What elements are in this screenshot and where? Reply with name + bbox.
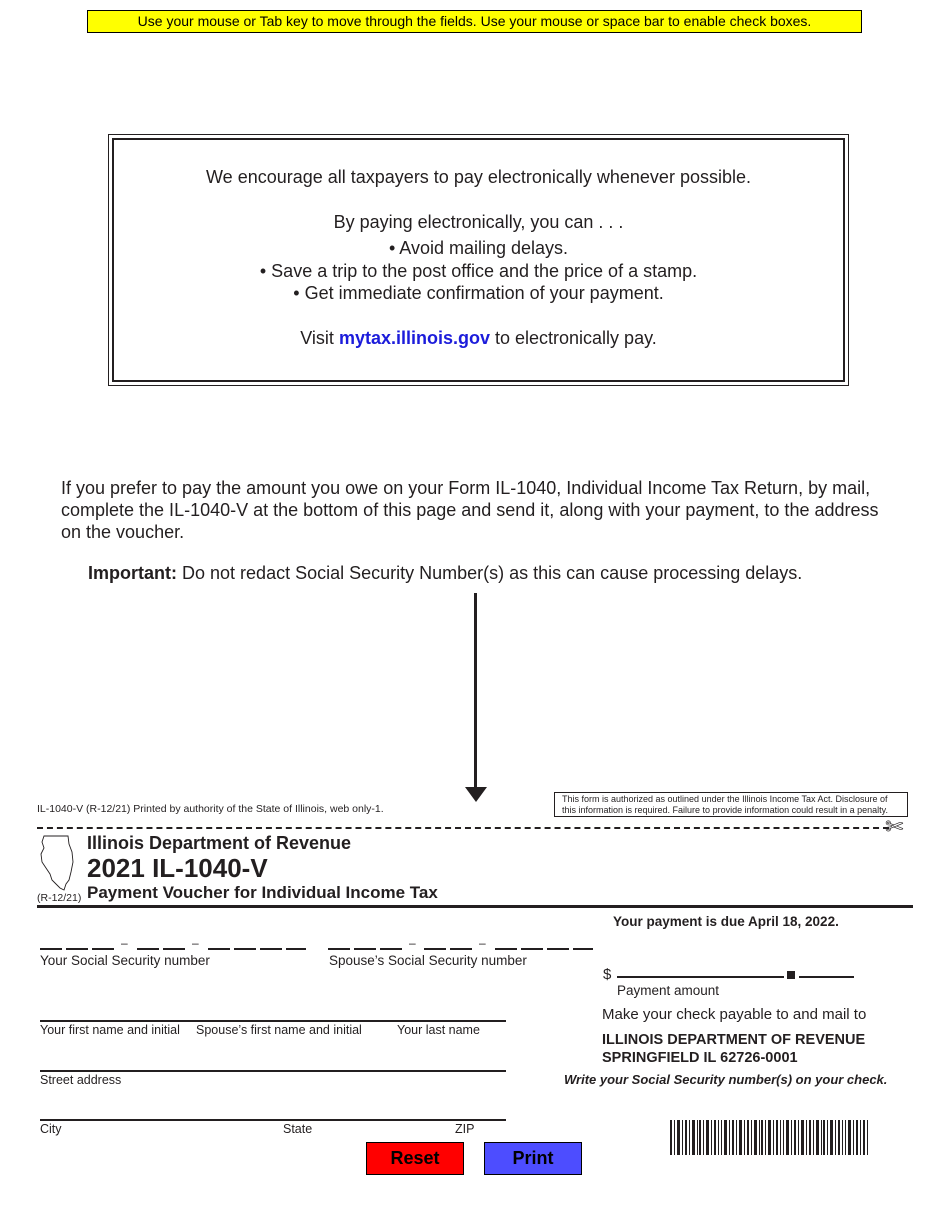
print-button[interactable]: Print [484,1142,582,1175]
department-name: Illinois Department of Revenue [87,833,352,853]
cut-line [37,827,889,829]
ssn-digit-line [286,948,306,950]
ssn-digit-line [260,948,282,950]
important-label: Important: [88,563,177,583]
your-ssn-label: Your Social Security number [40,953,210,968]
ssn-digit-line [137,948,159,950]
voucher-title: Payment Voucher for Individual Income Tax [87,883,438,902]
mytax-link[interactable]: mytax.illinois.gov [338,328,490,348]
state-label: State [283,1122,313,1136]
last-name-label: Your last name [397,1023,480,1037]
visit-suffix: to electronically pay. [495,328,657,348]
scissors-icon: ✄ [885,814,904,839]
visit-prefix: Visit [300,328,334,348]
mail-address-line2: SPRINGFIELD IL 62726-0001 [602,1050,798,1066]
ssn-digit-line [328,948,350,950]
spouse-first-name-label: Spouse’s first name and initial [196,1023,362,1037]
ssn-digit-line [92,948,114,950]
encourage-text: We encourage all taxpayers to pay electronically whenever possible. [206,167,751,187]
bullet-avoid-delays: • Avoid mailing delays. [388,238,569,258]
bullet-confirmation: • Get immediate confirmation of your payment. [293,283,664,303]
ssn-digit-line [521,948,543,950]
city-label: City [40,1122,62,1136]
ssn-digit-line [163,948,185,950]
ssn-digit-line [234,948,256,950]
first-name-label: Your first name and initial [40,1023,180,1037]
electronic-payment-box [108,134,849,386]
down-arrow-icon [465,787,487,802]
ssn-digit-line [354,948,376,950]
street-address-field[interactable] [40,1070,506,1072]
ssn-digit-line [573,948,593,950]
electronic-payment-box-inner [112,138,845,382]
instruction-banner: Use your mouse or Tab key to move through the fields. Use your mouse or space bar to enable check boxes. [87,10,862,33]
ssn-digit-line [40,948,62,950]
important-text: Do not redact Social Security Number(s) as this can cause processing delays. [182,563,803,583]
important-notice [88,563,802,584]
mail-instructions: If you prefer to pay the amount you owe on your Form IL-1040, Individual Income Tax Return, by mail, complete the IL-1040-V at the bottom of this page and send it, along with your payment, to the address on the voucher. [61,478,879,542]
ssn-digit-line [424,948,446,950]
ssn-digit-line [547,948,569,950]
make-payable-text: Make your check payable to and mail to [602,1006,867,1023]
down-arrow-shaft [474,593,477,789]
bullet-save-trip: • Save a trip to the post office and the price of a stamp. [259,261,698,281]
city-state-zip-field[interactable] [40,1119,506,1121]
revision-code: (R-12/21) [37,892,82,904]
dollar-sign: $ [603,966,612,983]
header-rule [37,905,913,908]
form-number: 2021 IL-1040-V [87,853,268,883]
spouse-ssn-label: Spouse’s Social Security number [329,953,527,968]
ssn-digit-line [380,948,402,950]
payment-amount-label: Payment amount [617,983,720,998]
payment-dollars-field[interactable] [617,976,784,978]
ssn-on-check-note: Write your Social Security number(s) on your check. [564,1072,888,1087]
visit-line [114,328,843,349]
ssn-hyphen: – [121,936,128,950]
illinois-state-icon [38,834,76,892]
decimal-marker [787,971,795,979]
ssn-digit-line [450,948,472,950]
authorization-notice: This form is authorized as outlined under the Illinois Income Tax Act. Disclosure of this information is required. Failure to provide information could result in a penalty. [554,792,908,817]
street-address-label: Street address [40,1073,122,1087]
mail-address-line1: ILLINOIS DEPARTMENT OF REVENUE [602,1032,866,1048]
barcode-image [670,1120,868,1155]
reset-button[interactable]: Reset [366,1142,464,1175]
printed-by-text: IL-1040-V (R-12/21) Printed by authority of the State of Illinois, web only-1. [37,803,384,815]
ssn-digit-line [208,948,230,950]
zip-label: ZIP [455,1122,475,1136]
by-paying-text: By paying electronically, you can . . . [333,212,624,232]
ssn-hyphen: – [192,936,199,950]
payment-cents-field[interactable] [799,976,854,978]
ssn-hyphen: – [409,936,416,950]
name-field[interactable] [40,1020,506,1022]
ssn-hyphen: – [479,936,486,950]
ssn-digit-line [66,948,88,950]
ssn-digit-line [495,948,517,950]
due-date: Your payment is due April 18, 2022. [613,914,839,929]
